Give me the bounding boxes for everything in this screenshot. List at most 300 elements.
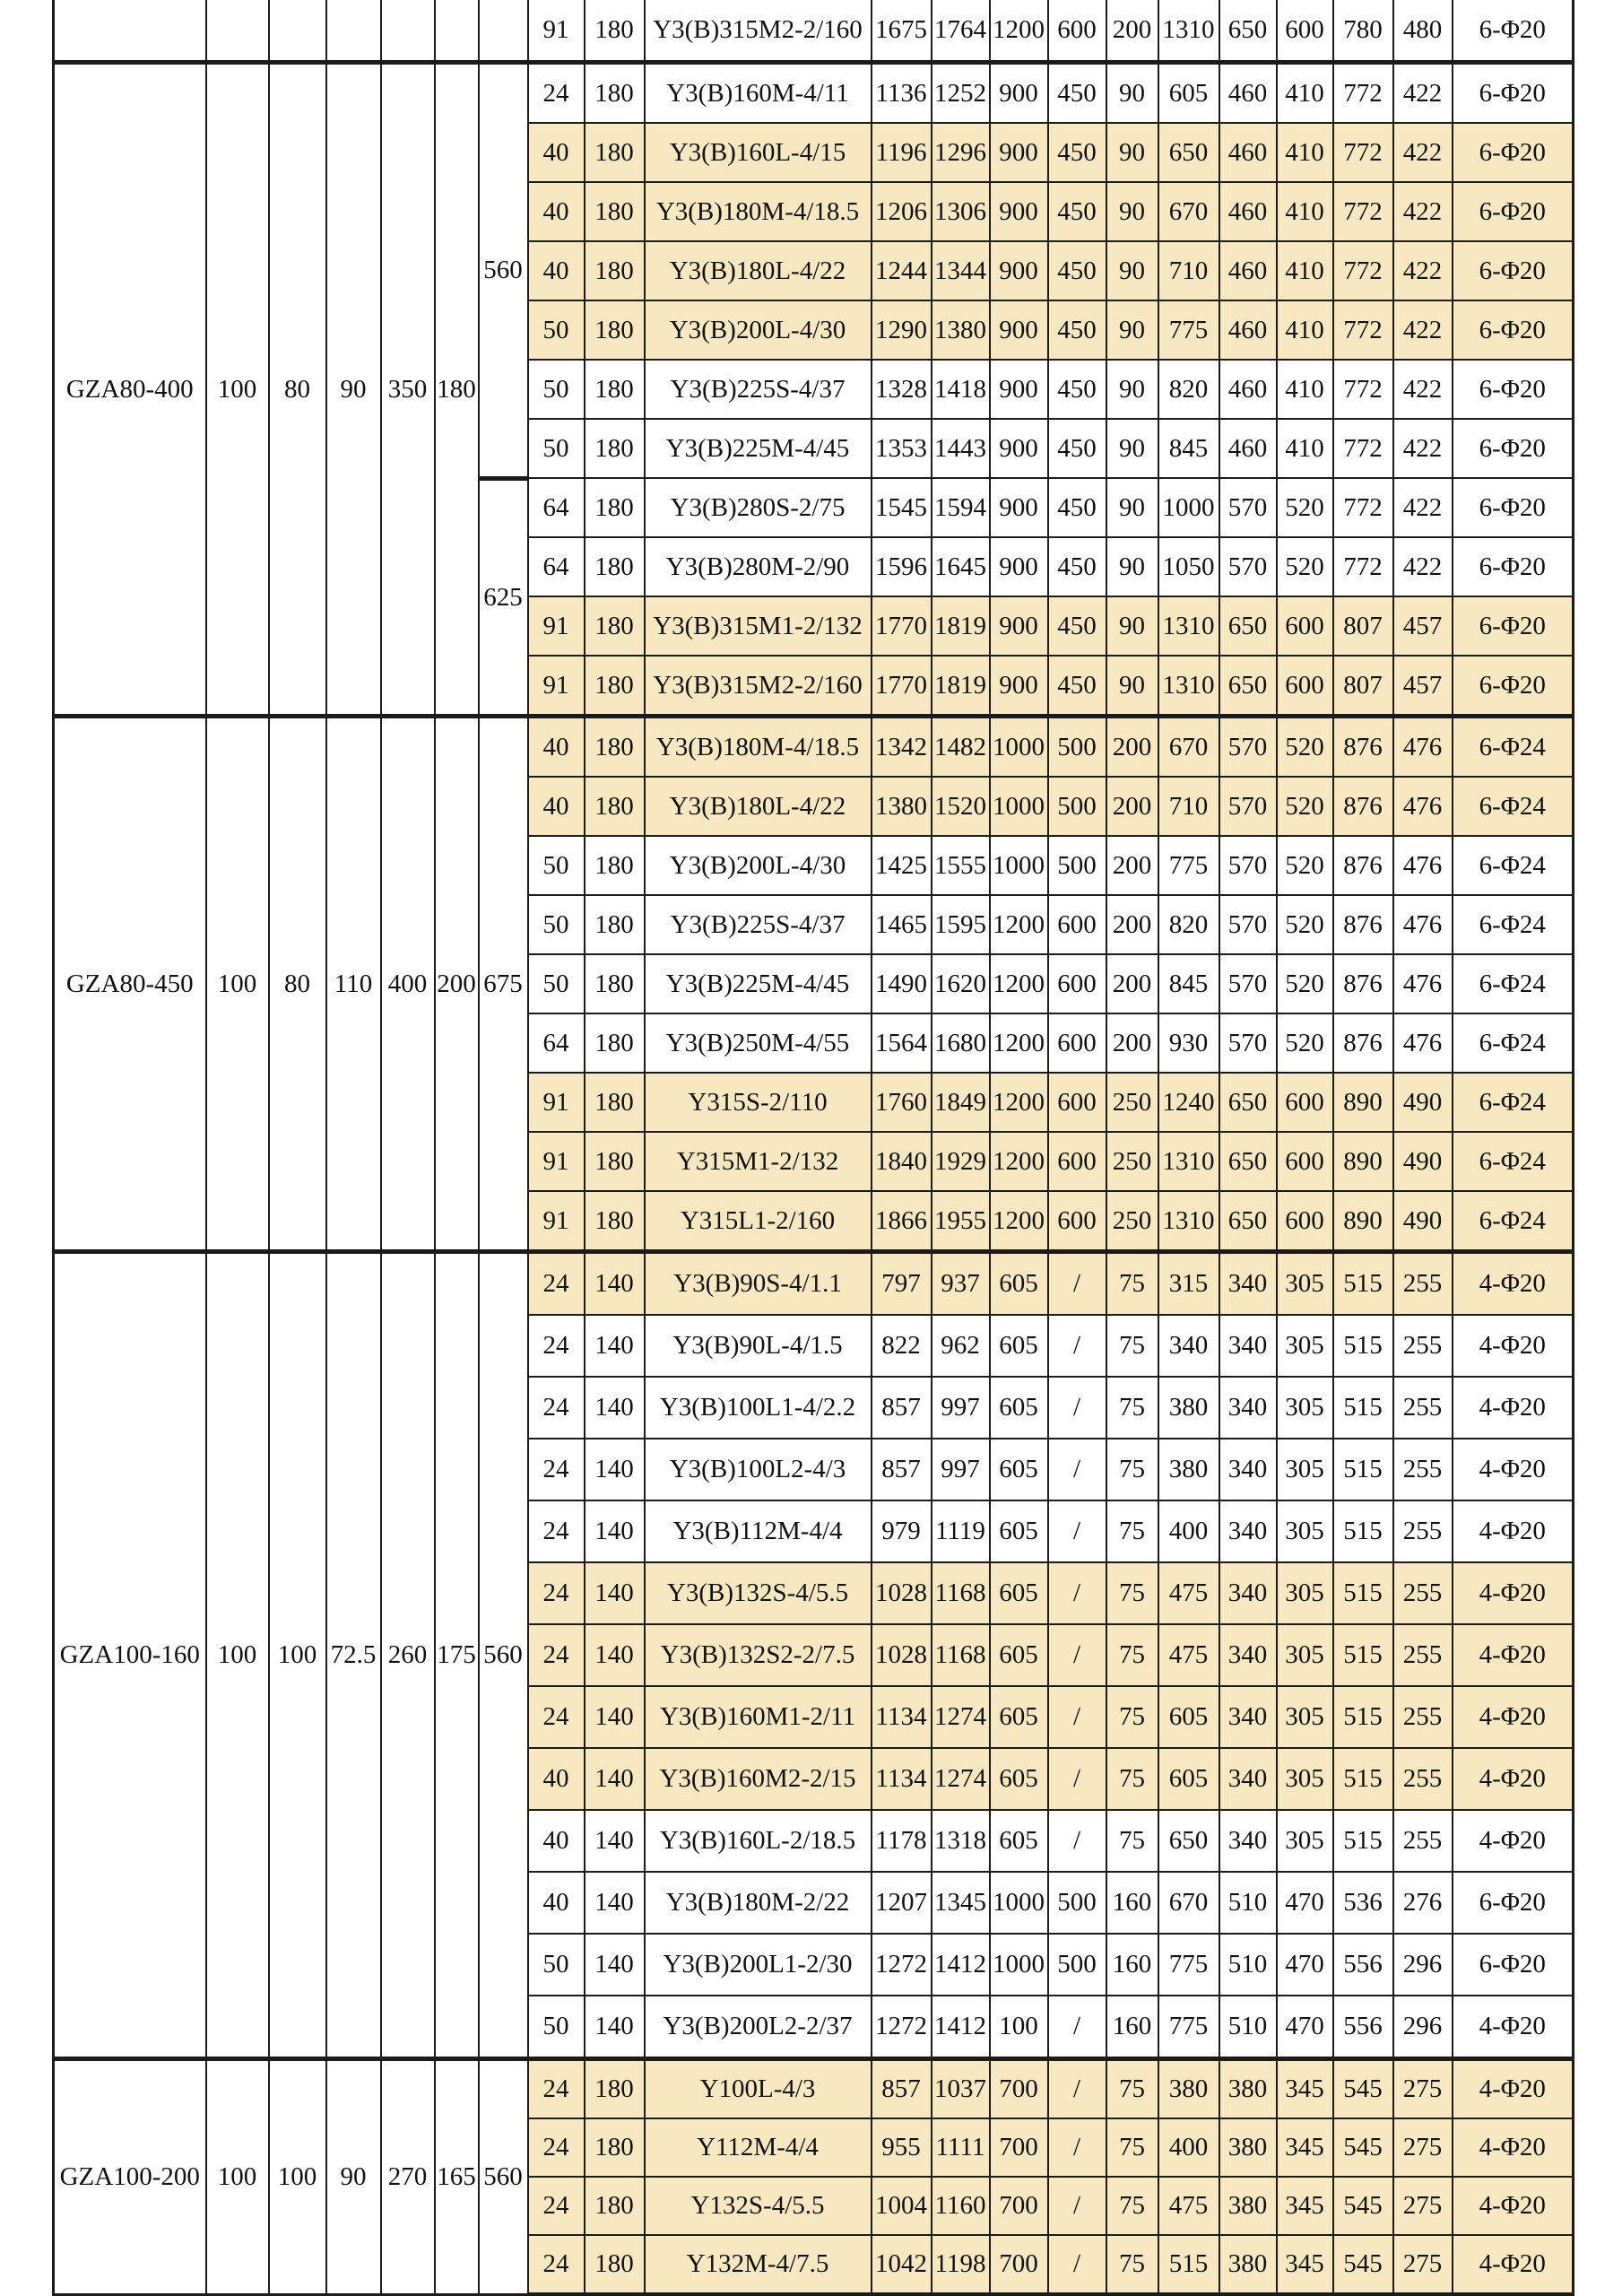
spec-cell: /: [1048, 1996, 1106, 2059]
spec-cell: /: [1048, 1252, 1106, 1316]
spec-cell: /: [1048, 1439, 1106, 1500]
spec-cell: 50: [528, 954, 585, 1013]
spec-cell: 1272: [872, 1934, 932, 1996]
spec-cell: 276: [1393, 1872, 1453, 1934]
spec-cell: 4-Φ20: [1453, 2118, 1574, 2177]
spec-cell: 6-Φ20: [1453, 360, 1574, 419]
spec-cell: 600: [1048, 954, 1106, 1013]
spec-cell: 75: [1106, 1377, 1158, 1439]
spec-cell: 200: [1106, 1013, 1158, 1073]
motor-model-cell: Y3(B)100L1-4/2.2: [645, 1377, 872, 1439]
spec-cell: /: [1048, 1315, 1106, 1377]
spec-cell: 962: [932, 1315, 990, 1377]
motor-model-cell: Y3(B)100L2-4/3: [645, 1439, 872, 1500]
spec-cell: 4-Φ20: [1453, 1686, 1574, 1748]
spec-cell: 890: [1333, 1132, 1393, 1191]
spec-cell: 600: [1048, 895, 1106, 954]
spec-cell: 876: [1333, 895, 1393, 954]
spec-cell: 545: [1333, 2059, 1393, 2119]
spec-cell: 556: [1333, 1934, 1393, 1996]
spec-cell: 24: [528, 2235, 585, 2294]
motor-model-cell: Y3(B)180L-4/22: [645, 241, 872, 300]
spec-cell: 900: [990, 241, 1048, 300]
spec-cell: 1595: [932, 895, 990, 954]
dim-cell: 100: [206, 63, 269, 717]
spec-cell: 1296: [932, 123, 990, 182]
spec-cell: 305: [1277, 1748, 1333, 1810]
spec-cell: /: [1048, 2059, 1106, 2119]
spec-cell: 556: [1333, 1996, 1393, 2059]
spec-cell: 305: [1277, 1624, 1333, 1686]
spec-cell: 140: [585, 1872, 645, 1934]
spec-cell: 1037: [932, 2059, 990, 2119]
spec-cell: 450: [1048, 241, 1106, 300]
spec-cell: 6-Φ20: [1453, 63, 1574, 124]
spec-cell: 1412: [932, 1996, 990, 2059]
spec-cell: 900: [990, 182, 1048, 241]
spec-cell: 1000: [990, 1934, 1048, 1996]
spec-table-body: [54, 0, 1574, 2294]
spec-cell: 450: [1048, 360, 1106, 419]
spec-cell: 100: [990, 1996, 1048, 2059]
spec-cell: 180: [585, 241, 645, 300]
dim-cell: 100: [269, 2059, 326, 2295]
dim-cell: 100: [269, 1252, 326, 2059]
spec-cell: 305: [1277, 1377, 1333, 1439]
spec-cell: 490: [1393, 1132, 1453, 1191]
spec-cell: 822: [872, 1315, 932, 1377]
spec-cell: 305: [1277, 1439, 1333, 1500]
spec-cell: 450: [1048, 656, 1106, 717]
spec-cell: 1196: [872, 123, 932, 182]
spec-cell: 4-Φ20: [1453, 2177, 1574, 2235]
spec-cell: 1160: [932, 2177, 990, 2235]
spec-cell: 700: [990, 2059, 1048, 2119]
spec-cell: 50: [528, 1934, 585, 1996]
continued-empty-cell: [54, 0, 206, 63]
spec-cell: 515: [1333, 1686, 1393, 1748]
spec-cell: 775: [1158, 300, 1219, 360]
spec-cell: 600: [1277, 656, 1333, 717]
spec-cell: /: [1048, 1562, 1106, 1624]
spec-cell: 345: [1277, 2118, 1333, 2177]
spec-cell: 876: [1333, 717, 1393, 778]
spec-cell: 305: [1277, 1500, 1333, 1562]
spec-cell: 180: [585, 777, 645, 836]
dim-cell: 90: [326, 2059, 381, 2295]
spec-cell: 520: [1277, 836, 1333, 895]
spec-cell: 75: [1106, 1439, 1158, 1500]
spec-cell: 1482: [932, 717, 990, 778]
spec-cell: 515: [1333, 1500, 1393, 1562]
spec-cell: 91: [528, 1132, 585, 1191]
spec-cell: 605: [990, 1377, 1048, 1439]
spec-cell: 1000: [1158, 478, 1219, 537]
spec-cell: 605: [1158, 1748, 1219, 1810]
spec-cell: 180: [585, 954, 645, 1013]
spec-cell: 200: [1106, 717, 1158, 778]
dim-cell: 110: [326, 717, 381, 1252]
spec-cell: 340: [1219, 1315, 1277, 1377]
spec-cell: 180: [585, 836, 645, 895]
spec-cell: 1028: [872, 1624, 932, 1686]
spec-cell: 1310: [1158, 596, 1219, 656]
spec-cell: 75: [1106, 1686, 1158, 1748]
spec-cell: 315: [1158, 1252, 1219, 1316]
spec-cell: 545: [1333, 2118, 1393, 2177]
spec-cell: 1168: [932, 1562, 990, 1624]
spec-cell: 1200: [990, 954, 1048, 1013]
motor-model-cell: Y3(B)200L1-2/30: [645, 1934, 872, 1996]
spec-cell: 890: [1333, 1191, 1393, 1252]
spec-cell: 4-Φ20: [1453, 1996, 1574, 2059]
spec-cell: 1955: [932, 1191, 990, 1252]
spec-cell: 1310: [1158, 0, 1219, 63]
spec-cell: 900: [990, 360, 1048, 419]
spec-cell: 1819: [932, 596, 990, 656]
spec-cell: 605: [990, 1500, 1048, 1562]
spec-cell: 255: [1393, 1439, 1453, 1500]
continued-empty-cell: [435, 0, 479, 63]
spec-cell: 410: [1277, 300, 1333, 360]
spec-cell: 650: [1219, 0, 1277, 63]
spec-cell: 180: [585, 300, 645, 360]
spec-cell: 6-Φ20: [1453, 1934, 1574, 1996]
spec-cell: 470: [1277, 1996, 1333, 2059]
spec-cell: 422: [1393, 537, 1453, 596]
spec-cell: 1380: [932, 300, 990, 360]
spec-cell: 772: [1333, 182, 1393, 241]
spec-cell: 90: [1106, 63, 1158, 124]
spec-cell: 410: [1277, 123, 1333, 182]
motor-model-cell: Y3(B)225S-4/37: [645, 360, 872, 419]
spec-cell: 490: [1393, 1073, 1453, 1132]
spec-cell: 775: [1158, 1934, 1219, 1996]
spec-cell: 305: [1277, 1810, 1333, 1872]
spec-cell: 180: [585, 0, 645, 63]
spec-cell: 820: [1158, 895, 1219, 954]
spec-cell: 4-Φ20: [1453, 1748, 1574, 1810]
spec-cell: 1200: [990, 1191, 1048, 1252]
spec-cell: 510: [1219, 1996, 1277, 2059]
spec-cell: 4-Φ20: [1453, 1500, 1574, 1562]
spec-cell: 570: [1219, 1013, 1277, 1073]
spec-cell: 470: [1277, 1872, 1333, 1934]
spec-cell: 515: [1158, 2235, 1219, 2294]
spec-cell: 40: [528, 241, 585, 300]
spec-cell: 255: [1393, 1500, 1453, 1562]
spec-cell: 876: [1333, 836, 1393, 895]
spec-cell: 1443: [932, 419, 990, 478]
spec-cell: 90: [1106, 300, 1158, 360]
spec-cell: 476: [1393, 1013, 1453, 1073]
spec-cell: /: [1048, 1377, 1106, 1439]
spec-cell: 1620: [932, 954, 990, 1013]
spec-cell: 160: [1106, 1934, 1158, 1996]
spec-cell: /: [1048, 2177, 1106, 2235]
motor-model-cell: Y3(B)160M-4/11: [645, 63, 872, 124]
spec-cell: 997: [932, 1439, 990, 1500]
spec-cell: 1207: [872, 1872, 932, 1934]
spec-cell: 1200: [990, 1073, 1048, 1132]
dim-cell: 80: [269, 63, 326, 717]
spec-cell: 140: [585, 1315, 645, 1377]
spec-cell: 820: [1158, 360, 1219, 419]
spec-cell: 180: [585, 2235, 645, 2294]
spec-cell: 600: [1048, 1013, 1106, 1073]
spec-cell: 1310: [1158, 656, 1219, 717]
spec-cell: 1425: [872, 836, 932, 895]
continued-row: [54, 0, 1574, 63]
spec-cell: 24: [528, 1439, 585, 1500]
spec-cell: 140: [585, 1686, 645, 1748]
spec-cell: 275: [1393, 2177, 1453, 2235]
spec-cell: 380: [1158, 1439, 1219, 1500]
spec-cell: 24: [528, 1377, 585, 1439]
spec-cell: 255: [1393, 1315, 1453, 1377]
motor-model-cell: Y3(B)200L-4/30: [645, 300, 872, 360]
spec-cell: 650: [1219, 596, 1277, 656]
spec-cell: 570: [1219, 478, 1277, 537]
spec-cell: 180: [585, 717, 645, 778]
rated-dim-cell: 675: [479, 717, 528, 1252]
spec-cell: 250: [1106, 1132, 1158, 1191]
spec-cell: 1240: [1158, 1073, 1219, 1132]
spec-cell: /: [1048, 2235, 1106, 2294]
spec-cell: 605: [990, 1624, 1048, 1686]
spec-cell: 6-Φ24: [1453, 895, 1574, 954]
spec-cell: 4-Φ20: [1453, 1810, 1574, 1872]
spec-cell: 520: [1277, 1013, 1333, 1073]
spec-cell: 476: [1393, 777, 1453, 836]
spec-cell: 6-Φ24: [1453, 777, 1574, 836]
motor-model-cell: Y3(B)112M-4/4: [645, 1500, 872, 1562]
spec-cell: 476: [1393, 954, 1453, 1013]
spec-cell: 91: [528, 0, 585, 63]
spec-cell: 900: [990, 419, 1048, 478]
spec-cell: 1490: [872, 954, 932, 1013]
spec-cell: 75: [1106, 1315, 1158, 1377]
spec-cell: 6-Φ20: [1453, 419, 1574, 478]
motor-model-cell: Y100L-4/3: [645, 2059, 872, 2119]
spec-cell: 75: [1106, 1562, 1158, 1624]
spec-cell: 340: [1219, 1562, 1277, 1624]
spec-cell: 1596: [872, 537, 932, 596]
spec-cell: 180: [585, 656, 645, 717]
spec-cell: 1274: [932, 1686, 990, 1748]
spec-cell: 1764: [932, 0, 990, 63]
spec-cell: 4-Φ20: [1453, 1377, 1574, 1439]
spec-cell: 1244: [872, 241, 932, 300]
spec-cell: 140: [585, 1810, 645, 1872]
dim-cell: 260: [381, 1252, 435, 2059]
spec-cell: 670: [1158, 717, 1219, 778]
spec-cell: 710: [1158, 241, 1219, 300]
spec-cell: 570: [1219, 537, 1277, 596]
spec-cell: 1200: [990, 1013, 1048, 1073]
spec-cell: 1272: [872, 1996, 932, 2059]
spec-cell: 90: [1106, 656, 1158, 717]
spec-cell: 1849: [932, 1073, 990, 1132]
spec-cell: 1004: [872, 2177, 932, 2235]
spec-cell: 200: [1106, 954, 1158, 1013]
spec-cell: 476: [1393, 717, 1453, 778]
spec-cell: 900: [990, 123, 1048, 182]
spec-cell: 900: [990, 478, 1048, 537]
spec-cell: 50: [528, 360, 585, 419]
spec-cell: 24: [528, 1500, 585, 1562]
spec-cell: 545: [1333, 2235, 1393, 2294]
spec-cell: 1198: [932, 2235, 990, 2294]
spec-cell: /: [1048, 1810, 1106, 1872]
spec-cell: 255: [1393, 1748, 1453, 1810]
spec-cell: 90: [1106, 360, 1158, 419]
spec-cell: 40: [528, 1748, 585, 1810]
spec-cell: 6-Φ20: [1453, 123, 1574, 182]
spec-cell: 570: [1219, 777, 1277, 836]
spec-cell: 605: [990, 1810, 1048, 1872]
spec-cell: 4-Φ20: [1453, 1252, 1574, 1316]
spec-cell: 1819: [932, 656, 990, 717]
spec-cell: 140: [585, 1439, 645, 1500]
spec-cell: 1000: [990, 717, 1048, 778]
spec-cell: 275: [1393, 2118, 1453, 2177]
model-cell: GZA100-200: [54, 2059, 206, 2295]
spec-cell: 296: [1393, 1934, 1453, 1996]
spec-cell: 460: [1219, 419, 1277, 478]
spec-cell: 1866: [872, 1191, 932, 1252]
spec-cell: 422: [1393, 360, 1453, 419]
spec-cell: 90: [1106, 478, 1158, 537]
spec-cell: 296: [1393, 1996, 1453, 2059]
spec-cell: 570: [1219, 954, 1277, 1013]
spec-cell: 1520: [932, 777, 990, 836]
spec-cell: 600: [1277, 1191, 1333, 1252]
spec-cell: 857: [872, 2059, 932, 2119]
motor-model-cell: Y3(B)315M1-2/132: [645, 596, 872, 656]
spec-cell: 600: [1048, 1191, 1106, 1252]
spec-cell: 6-Φ20: [1453, 537, 1574, 596]
spec-cell: /: [1048, 1748, 1106, 1810]
motor-model-cell: Y3(B)225M-4/45: [645, 419, 872, 478]
spec-cell: 520: [1277, 717, 1333, 778]
spec-cell: 1168: [932, 1624, 990, 1686]
spec-cell: 255: [1393, 1562, 1453, 1624]
spec-cell: 180: [585, 895, 645, 954]
spec-cell: 600: [1277, 0, 1333, 63]
spec-cell: 515: [1333, 1810, 1393, 1872]
spec-cell: 600: [1277, 596, 1333, 656]
spec-cell: 305: [1277, 1315, 1333, 1377]
spec-cell: 1345: [932, 1872, 990, 1934]
spec-cell: 64: [528, 478, 585, 537]
spec-cell: 900: [990, 656, 1048, 717]
spec-cell: 475: [1158, 1624, 1219, 1686]
spec-cell: 140: [585, 1500, 645, 1562]
spec-cell: 422: [1393, 241, 1453, 300]
spec-cell: 857: [872, 1439, 932, 1500]
spec-cell: 75: [1106, 1810, 1158, 1872]
spec-cell: 1840: [872, 1132, 932, 1191]
spec-cell: 930: [1158, 1013, 1219, 1073]
spec-cell: 4-Φ20: [1453, 1562, 1574, 1624]
spec-cell: 180: [585, 596, 645, 656]
spec-cell: 50: [528, 895, 585, 954]
spec-cell: 180: [585, 2177, 645, 2235]
spec-cell: 1675: [872, 0, 932, 63]
spec-cell: 380: [1158, 2059, 1219, 2119]
spec-cell: 772: [1333, 123, 1393, 182]
spec-cell: 50: [528, 836, 585, 895]
spec-cell: 422: [1393, 478, 1453, 537]
spec-cell: 1310: [1158, 1132, 1219, 1191]
spec-cell: 140: [585, 1934, 645, 1996]
spec-cell: 340: [1219, 1500, 1277, 1562]
spec-cell: 500: [1048, 1934, 1106, 1996]
spec-cell: 6-Φ20: [1453, 0, 1574, 63]
spec-cell: 40: [528, 182, 585, 241]
spec-cell: 520: [1277, 895, 1333, 954]
spec-cell: 450: [1048, 537, 1106, 596]
motor-model-cell: Y132M-4/7.5: [645, 2235, 872, 2294]
spec-cell: 340: [1219, 1810, 1277, 1872]
spec-cell: 772: [1333, 419, 1393, 478]
spec-cell: 380: [1219, 2235, 1277, 2294]
motor-model-cell: Y3(B)250M-4/55: [645, 1013, 872, 1073]
spec-cell: 90: [1106, 596, 1158, 656]
spec-cell: 180: [585, 1073, 645, 1132]
spec-cell: 600: [1277, 1073, 1333, 1132]
spec-cell: 605: [990, 1439, 1048, 1500]
spec-cell: 450: [1048, 182, 1106, 241]
spec-cell: 6-Φ20: [1453, 478, 1574, 537]
spec-cell: 460: [1219, 241, 1277, 300]
spec-cell: 255: [1393, 1252, 1453, 1316]
spec-cell: 475: [1158, 1562, 1219, 1624]
spec-cell: 650: [1219, 1191, 1277, 1252]
spec-cell: 515: [1333, 1315, 1393, 1377]
spec-cell: 24: [528, 1624, 585, 1686]
spec-cell: 24: [528, 63, 585, 124]
spec-cell: 380: [1219, 2177, 1277, 2235]
spec-cell: 6-Φ20: [1453, 1872, 1574, 1934]
motor-model-cell: Y315L1-2/160: [645, 1191, 872, 1252]
spec-cell: 772: [1333, 63, 1393, 124]
dim-cell: 80: [269, 717, 326, 1252]
motor-model-cell: Y3(B)280S-2/75: [645, 478, 872, 537]
spec-cell: 1310: [1158, 1191, 1219, 1252]
dim-cell: 270: [381, 2059, 435, 2295]
spec-cell: 1000: [990, 836, 1048, 895]
spec-cell: 520: [1277, 478, 1333, 537]
spec-cell: 40: [528, 717, 585, 778]
spec-cell: 876: [1333, 1013, 1393, 1073]
spec-cell: 937: [932, 1252, 990, 1316]
motor-model-cell: Y3(B)132S2-2/7.5: [645, 1624, 872, 1686]
spec-cell: 900: [990, 63, 1048, 124]
spec-cell: 340: [1219, 1439, 1277, 1500]
spec-cell: 1000: [990, 777, 1048, 836]
rated-dim-cell: 560: [479, 63, 528, 479]
spec-cell: 1328: [872, 360, 932, 419]
model-cell: GZA80-400: [54, 63, 206, 717]
spec-cell: 340: [1219, 1377, 1277, 1439]
spec-cell: 605: [990, 1686, 1048, 1748]
spec-cell: 422: [1393, 419, 1453, 478]
spec-cell: 772: [1333, 478, 1393, 537]
spec-cell: 450: [1048, 419, 1106, 478]
spec-cell: 845: [1158, 419, 1219, 478]
